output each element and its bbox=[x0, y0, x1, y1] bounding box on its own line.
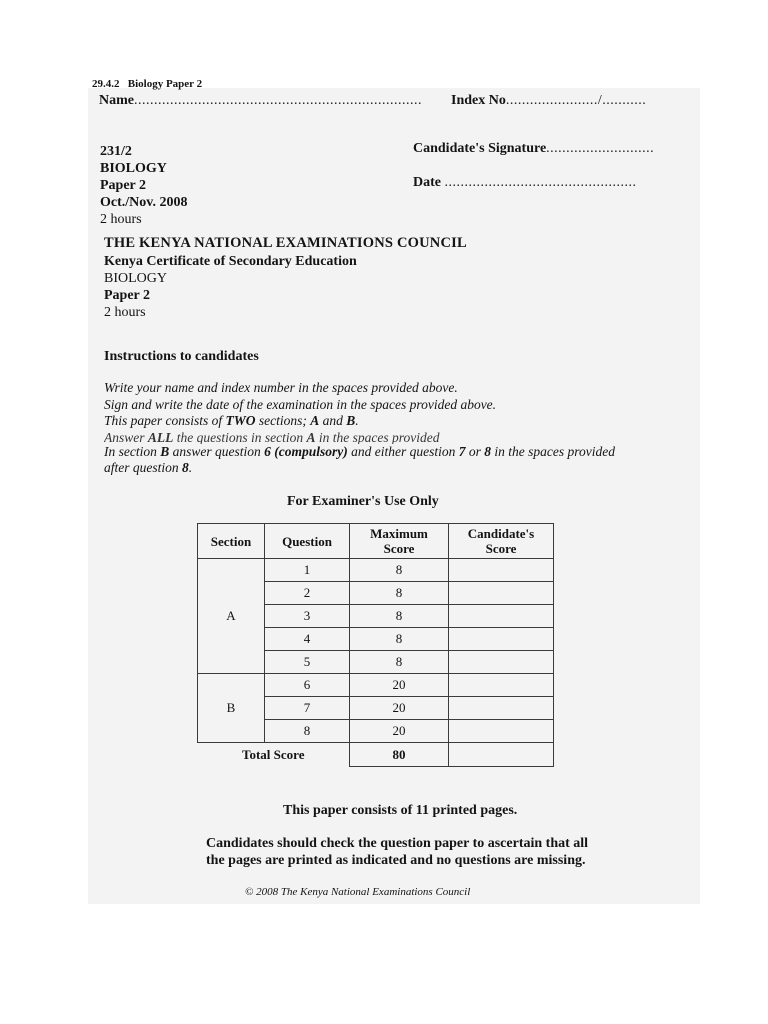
examiner-title: For Examiner's Use Only bbox=[287, 494, 439, 509]
instruction-5-section: B bbox=[160, 443, 170, 459]
council-paper: Paper 2 bbox=[104, 288, 151, 303]
date-field[interactable] bbox=[413, 175, 637, 191]
header-question: Question bbox=[265, 524, 350, 559]
date-label: Date bbox=[413, 175, 441, 190]
header-candidate-score bbox=[449, 524, 554, 559]
instruction-5 bbox=[104, 444, 615, 461]
candidate-score-cell[interactable] bbox=[449, 559, 554, 582]
instruction-5-or: or bbox=[465, 443, 485, 459]
question-cell: 6 bbox=[265, 674, 350, 697]
instruction-5-text-4: in the spaces provided bbox=[491, 443, 616, 459]
council-name: THE KENYA NATIONAL EXAMINATIONS COUNCIL bbox=[104, 235, 467, 251]
reference-number: 29.4.2 bbox=[92, 78, 120, 90]
council-duration: 2 hours bbox=[104, 305, 146, 320]
signature-label: Candidate's Signature bbox=[413, 141, 547, 156]
instruction-3-text-3: and bbox=[319, 413, 347, 428]
question-cell: 2 bbox=[265, 582, 350, 605]
copyright: © 2008 The Kenya National Examinations Council bbox=[245, 886, 471, 898]
instruction-5-q7: 7 bbox=[458, 443, 466, 459]
table-header-row bbox=[198, 524, 554, 559]
instruction-2: Sign and write the date of the examination in the spaces provided above. bbox=[104, 396, 497, 412]
paper-reference bbox=[92, 78, 202, 90]
paper-code: 231/2 bbox=[100, 144, 132, 159]
instruction-3-text: This paper consists of bbox=[104, 413, 226, 428]
paper-duration: 2 hours bbox=[100, 212, 142, 227]
instruction-6 bbox=[104, 460, 615, 477]
examiner-score-table bbox=[197, 523, 554, 767]
instruction-5-compulsory: 6 (compulsory) bbox=[264, 443, 348, 459]
candidate-score-cell[interactable] bbox=[449, 582, 554, 605]
instructions-list bbox=[104, 380, 615, 477]
instruction-5-q8: 8 bbox=[484, 443, 492, 459]
index-field[interactable] bbox=[451, 93, 646, 109]
header-section: Section bbox=[198, 524, 265, 559]
instruction-5-text: In section bbox=[104, 443, 161, 459]
candidate-score-cell[interactable] bbox=[449, 674, 554, 697]
header-score: Score bbox=[383, 541, 415, 556]
check-note-line-2: the pages are printed as indicated and no questions are missing. bbox=[206, 853, 586, 868]
question-cell: 3 bbox=[265, 605, 350, 628]
pages-note: This paper consists of 11 printed pages. bbox=[283, 803, 518, 818]
max-score-cell: 20 bbox=[350, 720, 449, 743]
question-cell: 5 bbox=[265, 651, 350, 674]
index-label: Index No bbox=[451, 93, 506, 108]
question-cell: 1 bbox=[265, 559, 350, 582]
max-score-cell: 8 bbox=[350, 582, 449, 605]
question-cell: 7 bbox=[265, 697, 350, 720]
max-score-cell: 20 bbox=[350, 697, 449, 720]
candidate-score-cell[interactable] bbox=[449, 605, 554, 628]
section-a-cell: A bbox=[198, 559, 265, 674]
table-row bbox=[198, 674, 554, 697]
instruction-4-text-3: in the spaces provided bbox=[315, 429, 440, 444]
total-score-value: 80 bbox=[350, 743, 449, 767]
council-subject: BIOLOGY bbox=[104, 271, 167, 286]
total-score-label: Total Score bbox=[198, 743, 350, 767]
instruction-3-text-2: sections; bbox=[255, 413, 311, 428]
instruction-4-section: A bbox=[306, 429, 316, 444]
candidate-score-cell[interactable] bbox=[449, 651, 554, 674]
signature-dots[interactable]: ........................... bbox=[546, 141, 655, 156]
max-score-cell: 8 bbox=[350, 605, 449, 628]
candidate-score-cell[interactable] bbox=[449, 628, 554, 651]
header-maximum-score bbox=[350, 524, 449, 559]
reference-title: Biology Paper 2 bbox=[127, 78, 203, 90]
total-row bbox=[198, 743, 554, 767]
paper-session: Oct./Nov. 2008 bbox=[100, 195, 188, 210]
index-dots[interactable]: ......................./........... bbox=[505, 93, 647, 108]
instruction-3-section-a: A bbox=[310, 413, 320, 428]
instruction-5-text-3: and either question bbox=[347, 443, 459, 459]
max-score-cell: 20 bbox=[350, 674, 449, 697]
paper-details bbox=[100, 143, 188, 228]
name-dots[interactable]: ........................................................................ bbox=[134, 93, 422, 108]
instruction-6-q8: 8 bbox=[182, 460, 189, 475]
instruction-4-emph: ALL bbox=[147, 429, 174, 444]
question-cell: 4 bbox=[265, 628, 350, 651]
signature-field[interactable] bbox=[413, 141, 654, 157]
header-cand-score: Score bbox=[485, 541, 517, 556]
instruction-4 bbox=[104, 430, 615, 444]
date-dots[interactable]: ................................................ bbox=[444, 175, 637, 190]
instruction-3-section-b: B bbox=[346, 413, 356, 428]
certificate-name: Kenya Certificate of Secondary Education bbox=[104, 254, 357, 269]
candidate-score-cell[interactable] bbox=[449, 697, 554, 720]
question-cell: 8 bbox=[265, 720, 350, 743]
header-maximum: Maximum bbox=[370, 526, 428, 541]
instruction-6-end: . bbox=[188, 460, 193, 475]
max-score-cell: 8 bbox=[350, 651, 449, 674]
instruction-5-text-2: answer question bbox=[169, 443, 265, 459]
council-details bbox=[104, 253, 357, 321]
max-score-cell: 8 bbox=[350, 628, 449, 651]
paper-subject: BIOLOGY bbox=[100, 161, 167, 176]
check-note-line-1: Candidates should check the question paper to ascertain that all bbox=[206, 836, 589, 851]
candidate-score-cell[interactable] bbox=[449, 720, 554, 743]
total-candidate-score-cell[interactable] bbox=[449, 743, 554, 767]
instruction-3 bbox=[104, 413, 615, 430]
section-b-cell: B bbox=[198, 674, 265, 743]
name-field[interactable] bbox=[99, 93, 422, 109]
instruction-3-end: . bbox=[355, 413, 359, 428]
table-row bbox=[198, 559, 554, 582]
paper-number: Paper 2 bbox=[100, 178, 147, 193]
instruction-3-emph: TWO bbox=[225, 413, 256, 428]
instruction-4-text-2: the questions in section bbox=[173, 429, 307, 444]
header-candidates: Candidate's bbox=[467, 526, 535, 541]
instruction-1: Write your name and index number in the spaces provided above. bbox=[104, 380, 458, 395]
instruction-4-text: Answer bbox=[104, 429, 148, 444]
instructions-heading: Instructions to candidates bbox=[104, 349, 259, 364]
check-note bbox=[206, 835, 588, 869]
max-score-cell: 8 bbox=[350, 559, 449, 582]
instruction-6-text: after question bbox=[104, 460, 182, 475]
name-label: Name bbox=[99, 93, 134, 108]
